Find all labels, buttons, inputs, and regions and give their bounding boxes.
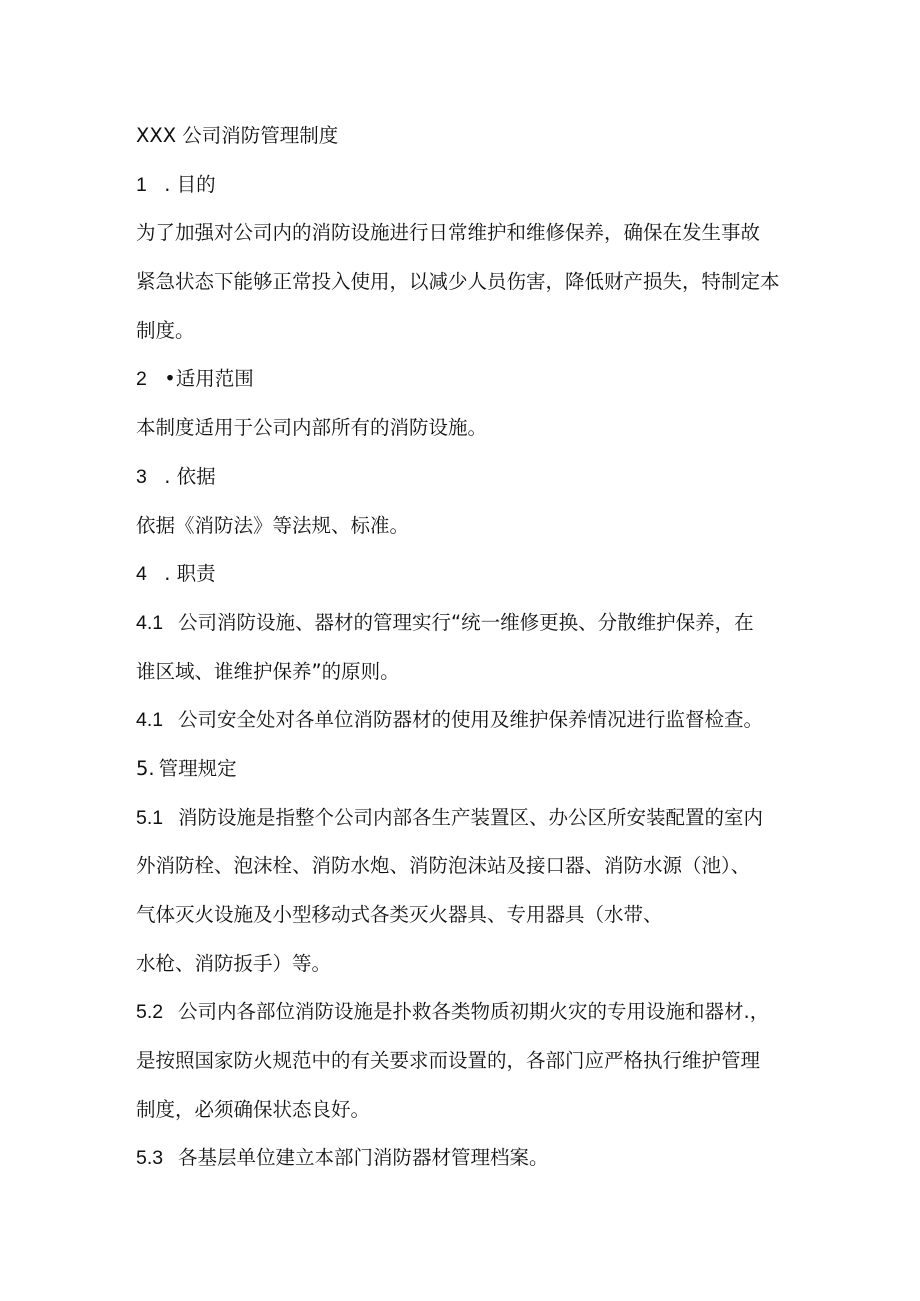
clause-line: 是按照国家防火规范中的有关要求而设置的，各部门应严格执行维护管理 xyxy=(136,1049,761,1073)
section-heading xyxy=(136,453,800,502)
clause-line: 水枪、消防扳手）等。 xyxy=(136,951,332,975)
section-heading xyxy=(136,355,800,404)
clause-text: 公司安全处对各单位消防器材的使用及维护保养情况进行监督检查。 xyxy=(178,708,764,732)
paragraph-line: 为了加强对公司内的消防设施进行日常维护和维修保养，确保在发生事故 xyxy=(136,221,761,245)
clause-line: 制度，必须确保状态良好。 xyxy=(136,1097,371,1121)
clause-line: 谁区域、谁维护保养”的原则。 xyxy=(136,659,400,683)
section-number: 2 xyxy=(136,368,147,391)
section-title: •适用范围 xyxy=(158,367,254,391)
clause-text: 公司内各部位消防设施是扑救各类物质初期火灾的专用设施和器材.， xyxy=(178,1000,770,1024)
section-title: . 职责 xyxy=(158,562,216,586)
section-heading xyxy=(136,745,800,794)
clause-text: 公司消防设施、器材的管理实行“统一维修更换、分散维护保养，在 xyxy=(178,610,754,634)
section-title: . 目的 xyxy=(158,172,216,196)
clause-number: 5.1 xyxy=(136,806,164,829)
clause-text: 消防设施是指整个公司内部各生产装置区、办公区所安装配置的室内 xyxy=(178,805,764,829)
clause-number: 4.1 xyxy=(136,709,164,732)
paragraph-line: 制度。 xyxy=(136,318,195,342)
section-heading xyxy=(136,550,800,599)
document-body xyxy=(136,112,800,1183)
clause-line: 气体灭火设施及小型移动式各类灭火器具、专用器具（水带、 xyxy=(136,903,663,926)
clause-line xyxy=(136,696,800,745)
clause-number: 5.2 xyxy=(136,1001,164,1024)
clause-line xyxy=(136,599,800,648)
clause-line xyxy=(136,1134,800,1183)
clause-line xyxy=(136,794,800,843)
section-title: 管理规定 xyxy=(158,756,237,780)
clause-number: 4.1 xyxy=(136,611,164,634)
clause-number: 5.3 xyxy=(136,1147,164,1170)
clause-text: 各基层单位建立本部门消防器材管理档案。 xyxy=(178,1146,549,1170)
document-title: XXX 公司消防管理制度 xyxy=(136,124,339,147)
section-number: 4 xyxy=(136,563,147,586)
paragraph-line: 依据《消防法》等法规、标准。 xyxy=(136,513,410,537)
section-number: 5. xyxy=(136,756,155,780)
section-title: . 依据 xyxy=(158,464,216,488)
section-number: 3 xyxy=(136,465,147,488)
clause-line: 外消防栓、泡沫栓、消防水炮、消防泡沫站及接口器、消防水源（池）、 xyxy=(136,854,751,878)
section-number: 1 xyxy=(136,173,147,196)
paragraph-line: 本制度适用于公司内部所有的消防设施。 xyxy=(136,416,488,440)
clause-line xyxy=(136,988,800,1037)
paragraph-line: 紧急状态下能够正常投入使用，以减少人员伤害，降低财产损失，特制定本 xyxy=(136,270,780,294)
section-heading xyxy=(136,161,800,210)
